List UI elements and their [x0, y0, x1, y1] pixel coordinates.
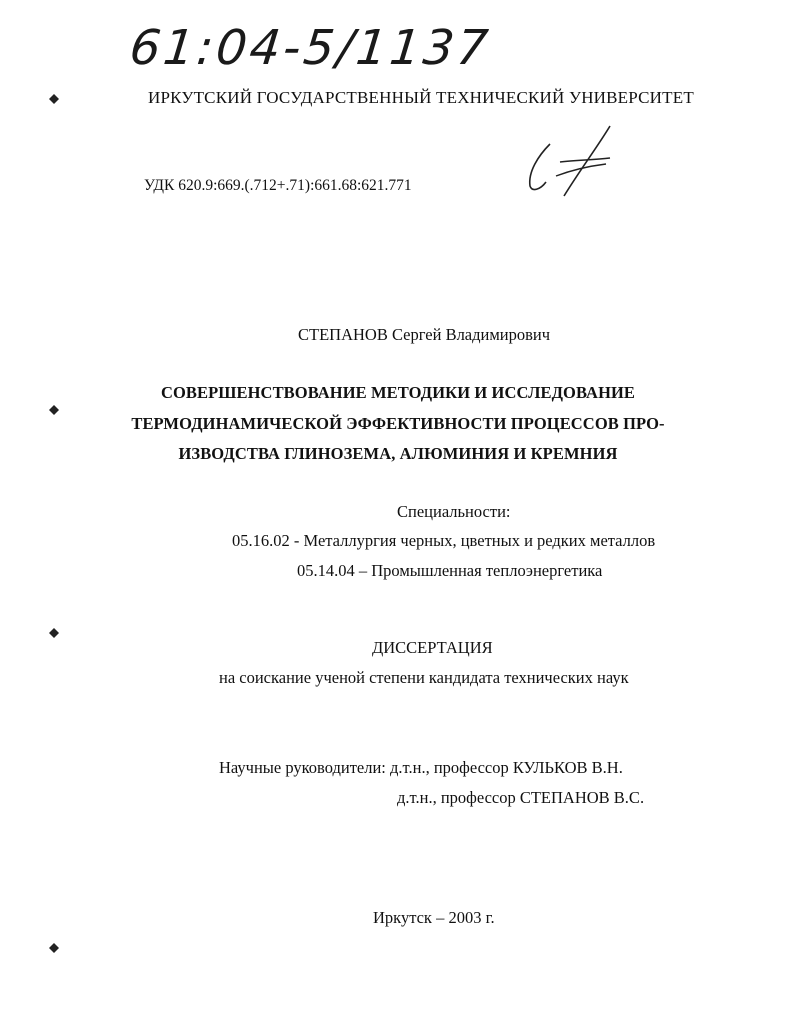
margin-marker-icon [48, 942, 60, 954]
margin-marker-icon [48, 627, 60, 639]
supervisors-line-2: д.т.н., профессор СТЕПАНОВ В.С. [397, 788, 645, 807]
title-line-1: СОВЕРШЕНСТВОВАНИЕ МЕТОДИКИ И ИССЛЕДОВАНИЕ [160, 383, 636, 402]
place-year: Иркутск – 2003 г. [373, 908, 495, 927]
specialty-item: 05.16.02 - Металлургия черных, цветных и редких металлов [232, 531, 656, 550]
degree-line: на соискание ученой степени кандидата технических наук [219, 668, 629, 687]
university-name: ИРКУТСКИЙ ГОСУДАРСТВЕННЫЙ ТЕХНИЧЕСКИЙ УНИВЕРСИТЕТ [148, 88, 694, 107]
margin-marker-icon [48, 93, 60, 105]
author-name: СТЕПАНОВ Сергей Владимирович [298, 325, 551, 344]
specialties-heading: Специальности: [397, 502, 511, 521]
udc-code: УДК 620.9:669.(.712+.71):661.68:621.771 [144, 177, 412, 194]
specialty-item: 05.14.04 – Промышленная теплоэнергетика [297, 561, 603, 580]
archive-number: 61:04-5/1137 [127, 20, 494, 76]
title-line-3: ИЗВОДСТВА ГЛИНОЗЕМА, АЛЮМИНИЯ И КРЕМНИЯ [178, 444, 618, 463]
supervisors-line-1: Научные руководители: д.т.н., профессор КУЛЬКОВ В.Н. [219, 758, 623, 777]
title-line-2: ТЕРМОДИНАМИЧЕСКОЙ ЭФФЕКТИВНОСТИ ПРОЦЕССОВ ПРО- [131, 414, 665, 433]
document-type: ДИССЕРТАЦИЯ [372, 638, 493, 657]
signature [520, 120, 620, 200]
